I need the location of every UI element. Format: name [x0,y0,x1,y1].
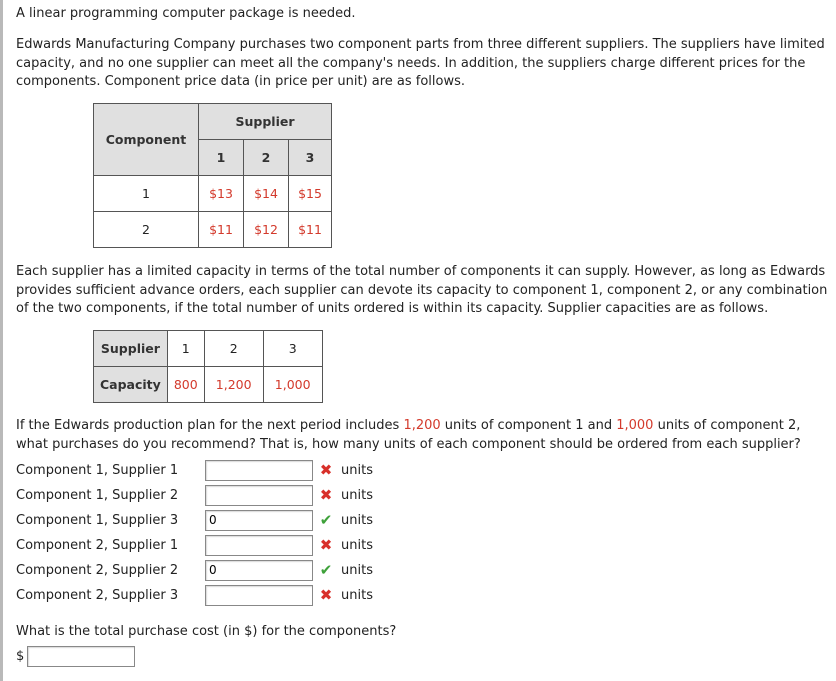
cost-question: What is the total purchase cost (in $) for the components? [16,624,397,639]
question-part-2: units of component 1 and [440,418,617,433]
capacity-paragraph: Each supplier has a limited capacity in terms of the total number of components it can supply. However, as long as Edwards provides sufficient advance orders, each supplier can devote its capacity to component 1, component 2, or any combination of the two components, if the total number of units ordered is within its capacity. Supplier capacities are as follows. [16,264,828,316]
capacity-cell: 1,000 [263,367,322,403]
dollar-prefix: $ [16,649,25,664]
units-label: units [341,537,373,553]
supplier-cell: 1 [167,331,204,367]
total-cost-input[interactable] [27,646,135,667]
component-1-quantity: 1,200 [403,418,441,433]
supplier-col-1: 1 [199,140,244,176]
component-header: Component [94,104,199,176]
left-border-rule [0,0,3,681]
supplier-col-2: 2 [244,140,289,176]
answer-row [16,459,373,481]
answer-label: Component 1, Supplier 3 [16,512,179,528]
units-label: units [341,512,373,528]
x-icon: ✖ [319,536,333,554]
price-cell: $12 [244,212,289,248]
table-row [94,176,332,212]
problem-paragraph: Edwards Manufacturing Company purchases two component parts from three different suppliers. The suppliers have limited capacity, and no one supplier can meet all the company's needs. In addition, the suppliers charge different prices for the components. Component price data (in price per unit) are as follows. [16,37,825,89]
c1-s1-input[interactable] [205,460,313,481]
answer-row [16,559,373,581]
answer-label: Component 1, Supplier 1 [16,462,179,478]
c1-s3-input[interactable] [205,510,313,531]
supplier-cell: 3 [263,331,322,367]
c2-s3-input[interactable] [205,585,313,606]
price-cell: $15 [289,176,332,212]
table-row [94,367,323,403]
cost-row [16,646,135,667]
component-label: 1 [94,176,199,212]
supplier-cell: 2 [204,331,263,367]
units-label: units [341,587,373,603]
price-cell: $13 [199,176,244,212]
price-cell: $11 [289,212,332,248]
capacity-table [93,330,323,403]
question-text [16,417,830,454]
component-label: 2 [94,212,199,248]
table-row [94,212,332,248]
price-table [93,103,332,248]
x-icon: ✖ [319,486,333,504]
c2-s2-input[interactable] [205,560,313,581]
c2-s1-input[interactable] [205,535,313,556]
x-icon: ✖ [319,586,333,604]
question-part-3: units of component 2, what purchases do you recommend? That is, how many units of each component should be ordered from each supplier? [16,418,801,452]
units-label: units [341,562,373,578]
question-part-1: If the Edwards production plan for the next period includes [16,418,404,433]
units-label: units [341,462,373,478]
answer-label: Component 2, Supplier 2 [16,562,179,578]
answer-label: Component 2, Supplier 3 [16,587,179,603]
component-2-quantity: 1,000 [616,418,654,433]
answer-label: Component 2, Supplier 1 [16,537,179,553]
check-icon: ✔ [319,511,333,529]
intro-text: A linear programming computer package is needed. [16,6,356,21]
price-cell: $11 [199,212,244,248]
answer-row [16,584,373,606]
table-row [94,331,323,367]
answer-row [16,484,373,506]
capacity-cell: 800 [167,367,204,403]
supplier-col-3: 3 [289,140,332,176]
x-icon: ✖ [319,461,333,479]
c1-s2-input[interactable] [205,485,313,506]
price-cell: $14 [244,176,289,212]
units-label: units [341,487,373,503]
answer-row [16,509,373,531]
answer-row [16,534,373,556]
capacity-row-header: Capacity [94,367,168,403]
supplier-header: Supplier [199,104,332,140]
supplier-row-header: Supplier [94,331,168,367]
capacity-cell: 1,200 [204,367,263,403]
answer-label: Component 1, Supplier 2 [16,487,179,503]
check-icon: ✔ [319,561,333,579]
